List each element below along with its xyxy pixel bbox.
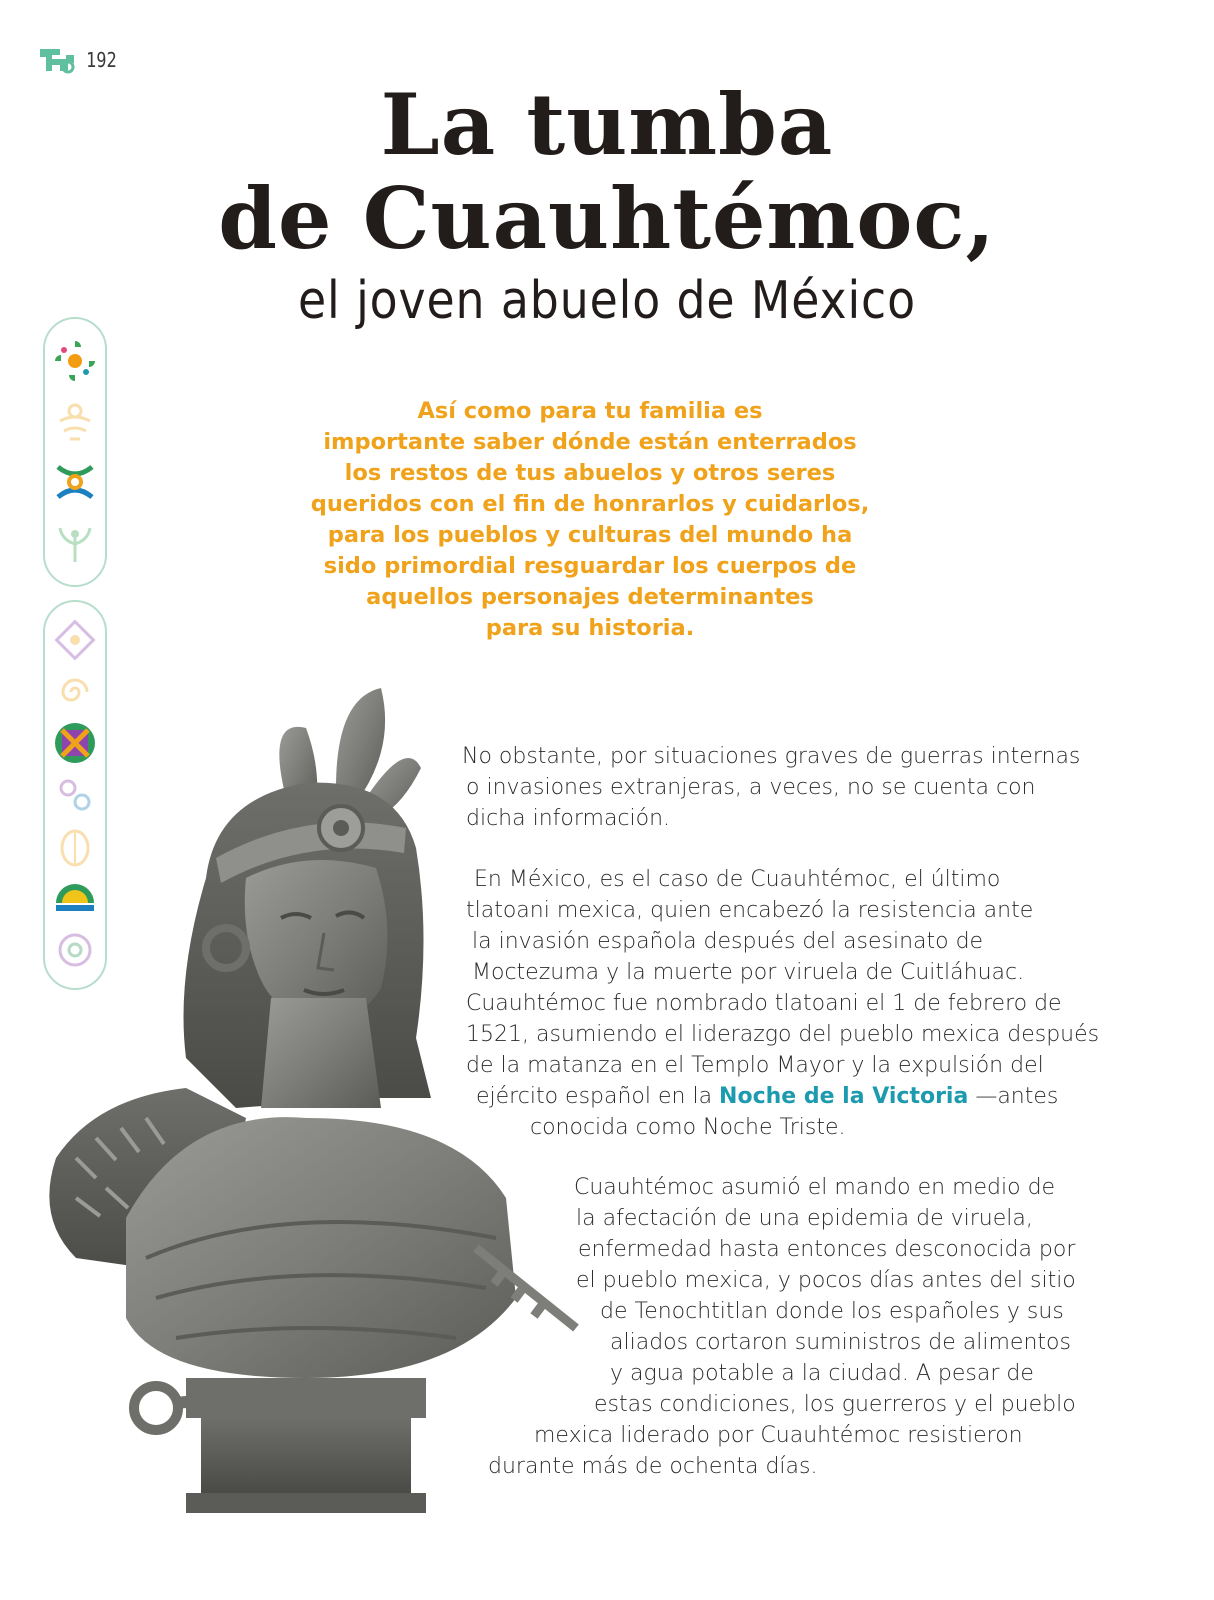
body-paragraph-3 xyxy=(488,1172,1148,1482)
stepped-glyph-icon xyxy=(38,45,78,75)
intro-line: para los pueblos y culturas del mundo ha xyxy=(327,522,853,548)
body-paragraph-2 xyxy=(466,864,1146,1143)
text-line: dicha información. xyxy=(466,806,671,831)
text-line: el pueblo mexica, y pocos días antes del sitio xyxy=(576,1268,1076,1293)
text-line: la afectación de una epidemia de viruela, xyxy=(576,1206,1033,1231)
body-paragraph-1 xyxy=(462,741,1142,834)
text-line: Cuauhtémoc asumió el mando en medio de xyxy=(574,1175,1056,1200)
text-line: conocida como Noche Triste. xyxy=(530,1115,846,1140)
subtitle: el joven abuelo de México xyxy=(298,271,916,331)
text-segment: ejército español en la xyxy=(476,1084,720,1109)
text-line: Moctezuma y la muerte por viruela de Cuitláhuac. xyxy=(472,960,1025,985)
text-line: estas condiciones, los guerreros y el pueblo xyxy=(594,1392,1076,1417)
intro-line: Así como para tu familia es xyxy=(417,398,763,424)
intro-paragraph xyxy=(300,396,880,644)
text-line: la invasión española después del asesinato de xyxy=(472,929,984,954)
text-line: Cuauhtémoc fue nombrado tlatoani el 1 de febrero de xyxy=(466,991,1062,1016)
title-block xyxy=(0,75,1214,332)
text-line-with-highlight xyxy=(466,1081,1146,1112)
page-header xyxy=(38,40,122,80)
text-line: de Tenochtitlan donde los españoles y sus xyxy=(600,1299,1064,1324)
intro-line: sido primordial resguardar los cuerpos de xyxy=(323,553,857,579)
text-line: durante más de ochenta días. xyxy=(488,1454,818,1479)
text-line: En México, es el caso de Cuauhtémoc, el último xyxy=(474,867,1001,892)
text-line: enfermedad hasta entonces desconocida por xyxy=(578,1237,1076,1262)
butterfly-glyph-icon xyxy=(50,457,100,507)
faded-diamond-icon xyxy=(50,615,100,665)
faded-figure-icon xyxy=(50,397,100,447)
text-segment: —antes xyxy=(968,1084,1059,1109)
text-line: de la matanza en el Templo Mayor y la expulsión del xyxy=(466,1053,1044,1078)
noche-de-la-victoria-highlight: Noche de la Victoria xyxy=(719,1084,969,1109)
intro-line: queridos con el fin de honrarlos y cuidarlos, xyxy=(310,491,870,517)
faded-plant-icon xyxy=(50,518,100,568)
icon-column-top xyxy=(43,317,107,587)
text-line: o invasiones extranjeras, a veces, no se cuenta con xyxy=(466,775,1036,800)
text-line: tlatoani mexica, quien encabezó la resistencia ante xyxy=(466,898,1034,923)
title-line-2: de Cuauhtémoc, xyxy=(218,169,996,268)
flower-glyph-icon xyxy=(50,336,100,386)
intro-line: los restos de tus abuelos y otros seres xyxy=(344,460,836,486)
page-number: 192 xyxy=(86,48,117,72)
intro-line: aquellos personajes determinantes xyxy=(366,584,814,610)
text-line: mexica liderado por Cuauhtémoc resistieron xyxy=(534,1423,1023,1448)
intro-line: importante saber dónde están enterrados xyxy=(323,429,857,455)
text-line: No obstante, por situaciones graves de guerras internas xyxy=(462,744,1081,769)
intro-line: para su historia. xyxy=(485,615,695,641)
title-line-1: La tumba xyxy=(380,75,834,174)
text-line: aliados cortaron suministros de alimentos xyxy=(610,1330,1071,1355)
text-line: 1521, asumiendo el liderazgo del pueblo mexica después xyxy=(466,1022,1100,1047)
text-line: y agua potable a la ciudad. A pesar de xyxy=(610,1361,1034,1386)
